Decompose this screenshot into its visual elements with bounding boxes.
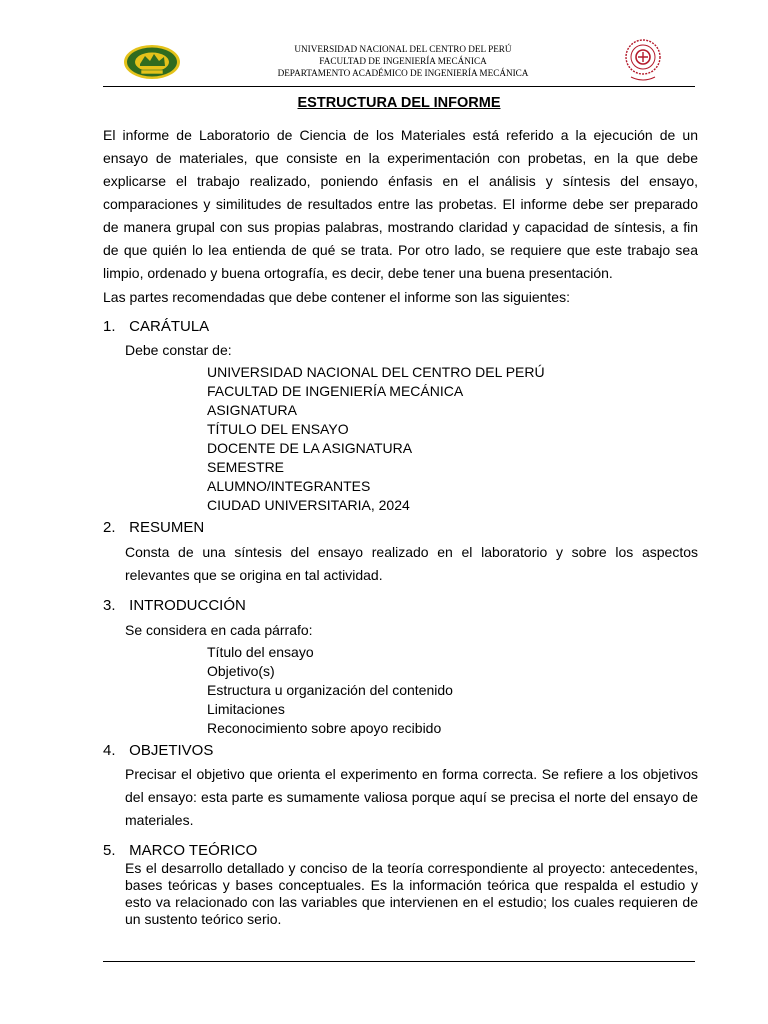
document-title: ESTRUCTURA DEL INFORME [297,95,501,111]
section-number: 1. [103,318,116,335]
section-introduccion-intro: Se considera en cada párrafo: [125,622,313,638]
introduccion-item-list [207,643,453,738]
section-number: 4. [103,742,116,759]
header-university: UNIVERSIDAD NACIONAL DEL CENTRO DEL PERÚ [294,44,512,54]
intro-note: Las partes recomendadas que debe contener el informe son las siguientes: [103,289,570,305]
header-institution-text [243,43,563,79]
list-item: ALUMNO/INTEGRANTES [207,478,371,494]
section-title: INTRODUCCIÓN [129,597,246,614]
list-item: Estructura u organización del contenido [207,682,453,698]
university-seal-logo [123,44,181,80]
list-item: Reconocimiento sobre apoyo recibido [207,720,442,736]
section-title: MARCO TEÓRICO [129,842,258,859]
section-title: CARÁTULA [129,318,210,335]
list-item: TÍTULO DEL ENSAYO [207,421,349,437]
list-item: CIUDAD UNIVERSITARIA, 2024 [207,497,410,513]
list-item: FACULTAD DE INGENIERÍA MECÁNICA [207,383,464,399]
section-caratula-heading [103,317,209,337]
caratula-item-list [207,363,545,515]
list-item: SEMESTRE [207,459,285,475]
section-marco-teorico-heading [103,841,257,861]
section-caratula-intro: Debe constar de: [125,342,232,358]
list-item: UNIVERSIDAD NACIONAL DEL CENTRO DEL PERÚ [207,364,545,380]
list-item: DOCENTE DE LA ASIGNATURA [207,440,413,456]
section-title: OBJETIVOS [129,742,214,759]
list-item: Objetivo(s) [207,663,275,679]
intro-paragraph: El informe de Laboratorio de Ciencia de los Materiales está referido a la ejecución de un ensayo de materiales, que consiste en la experimentación con probetas, en la que debe explicarse el trabajo realizado, poniendo énfasis en el análisis y síntesis del ensayo, comparaciones y similitudes de resultados entre las probetas. El informe debe ser preparado de manera grupal con sus propias palabras, mostrando claridad y capacidad de síntesis, a fin de que quién lo lea entienda de qué se trata. Por otro lado, se requiere que este trabajo sea limpio, ordenado y buena ortografía, es decir, debe tener una buena presentación. [103,127,698,281]
list-item: ASIGNATURA [207,402,297,418]
faculty-seal-logo [619,37,667,83]
footer-divider [103,961,695,962]
page-header [103,36,695,87]
header-department: DEPARTAMENTO ACADÉMICO DE INGENIERÍA MECÁNICA [277,68,529,78]
list-item: Limitaciones [207,701,285,717]
section-number: 2. [103,519,116,536]
section-number: 3. [103,597,116,614]
section-resumen-text: Consta de una síntesis del ensayo realizado en el laboratorio y sobre los aspectos relevantes que se origina en tal actividad. [125,544,698,583]
section-introduccion-heading [103,596,246,616]
section-title: RESUMEN [129,519,205,536]
section-resumen-heading [103,518,204,538]
header-faculty: FACULTAD DE INGENIERÍA MECÁNICA [319,56,487,66]
section-objetivos-heading [103,741,213,761]
section-number: 5. [103,842,116,859]
list-item: Título del ensayo [207,644,314,660]
section-objetivos-text: Precisar el objetivo que orienta el experimento en forma correcta. Se refiere a los objetivos del ensayo: esta parte es sumamente valiosa porque aquí se precisa el norte del ensayo de materiales. [125,766,698,828]
section-marco-teorico-text: Es el desarrollo detallado y conciso de la teoría correspondiente al proyecto: antecedentes, bases teóricas y bases conceptuales. Es la información teórica que respalda el estudio y esto va relacionado con las variables que intervienen en el estudio; los cuales requieren de un sustento teórico serio. [125,860,698,927]
